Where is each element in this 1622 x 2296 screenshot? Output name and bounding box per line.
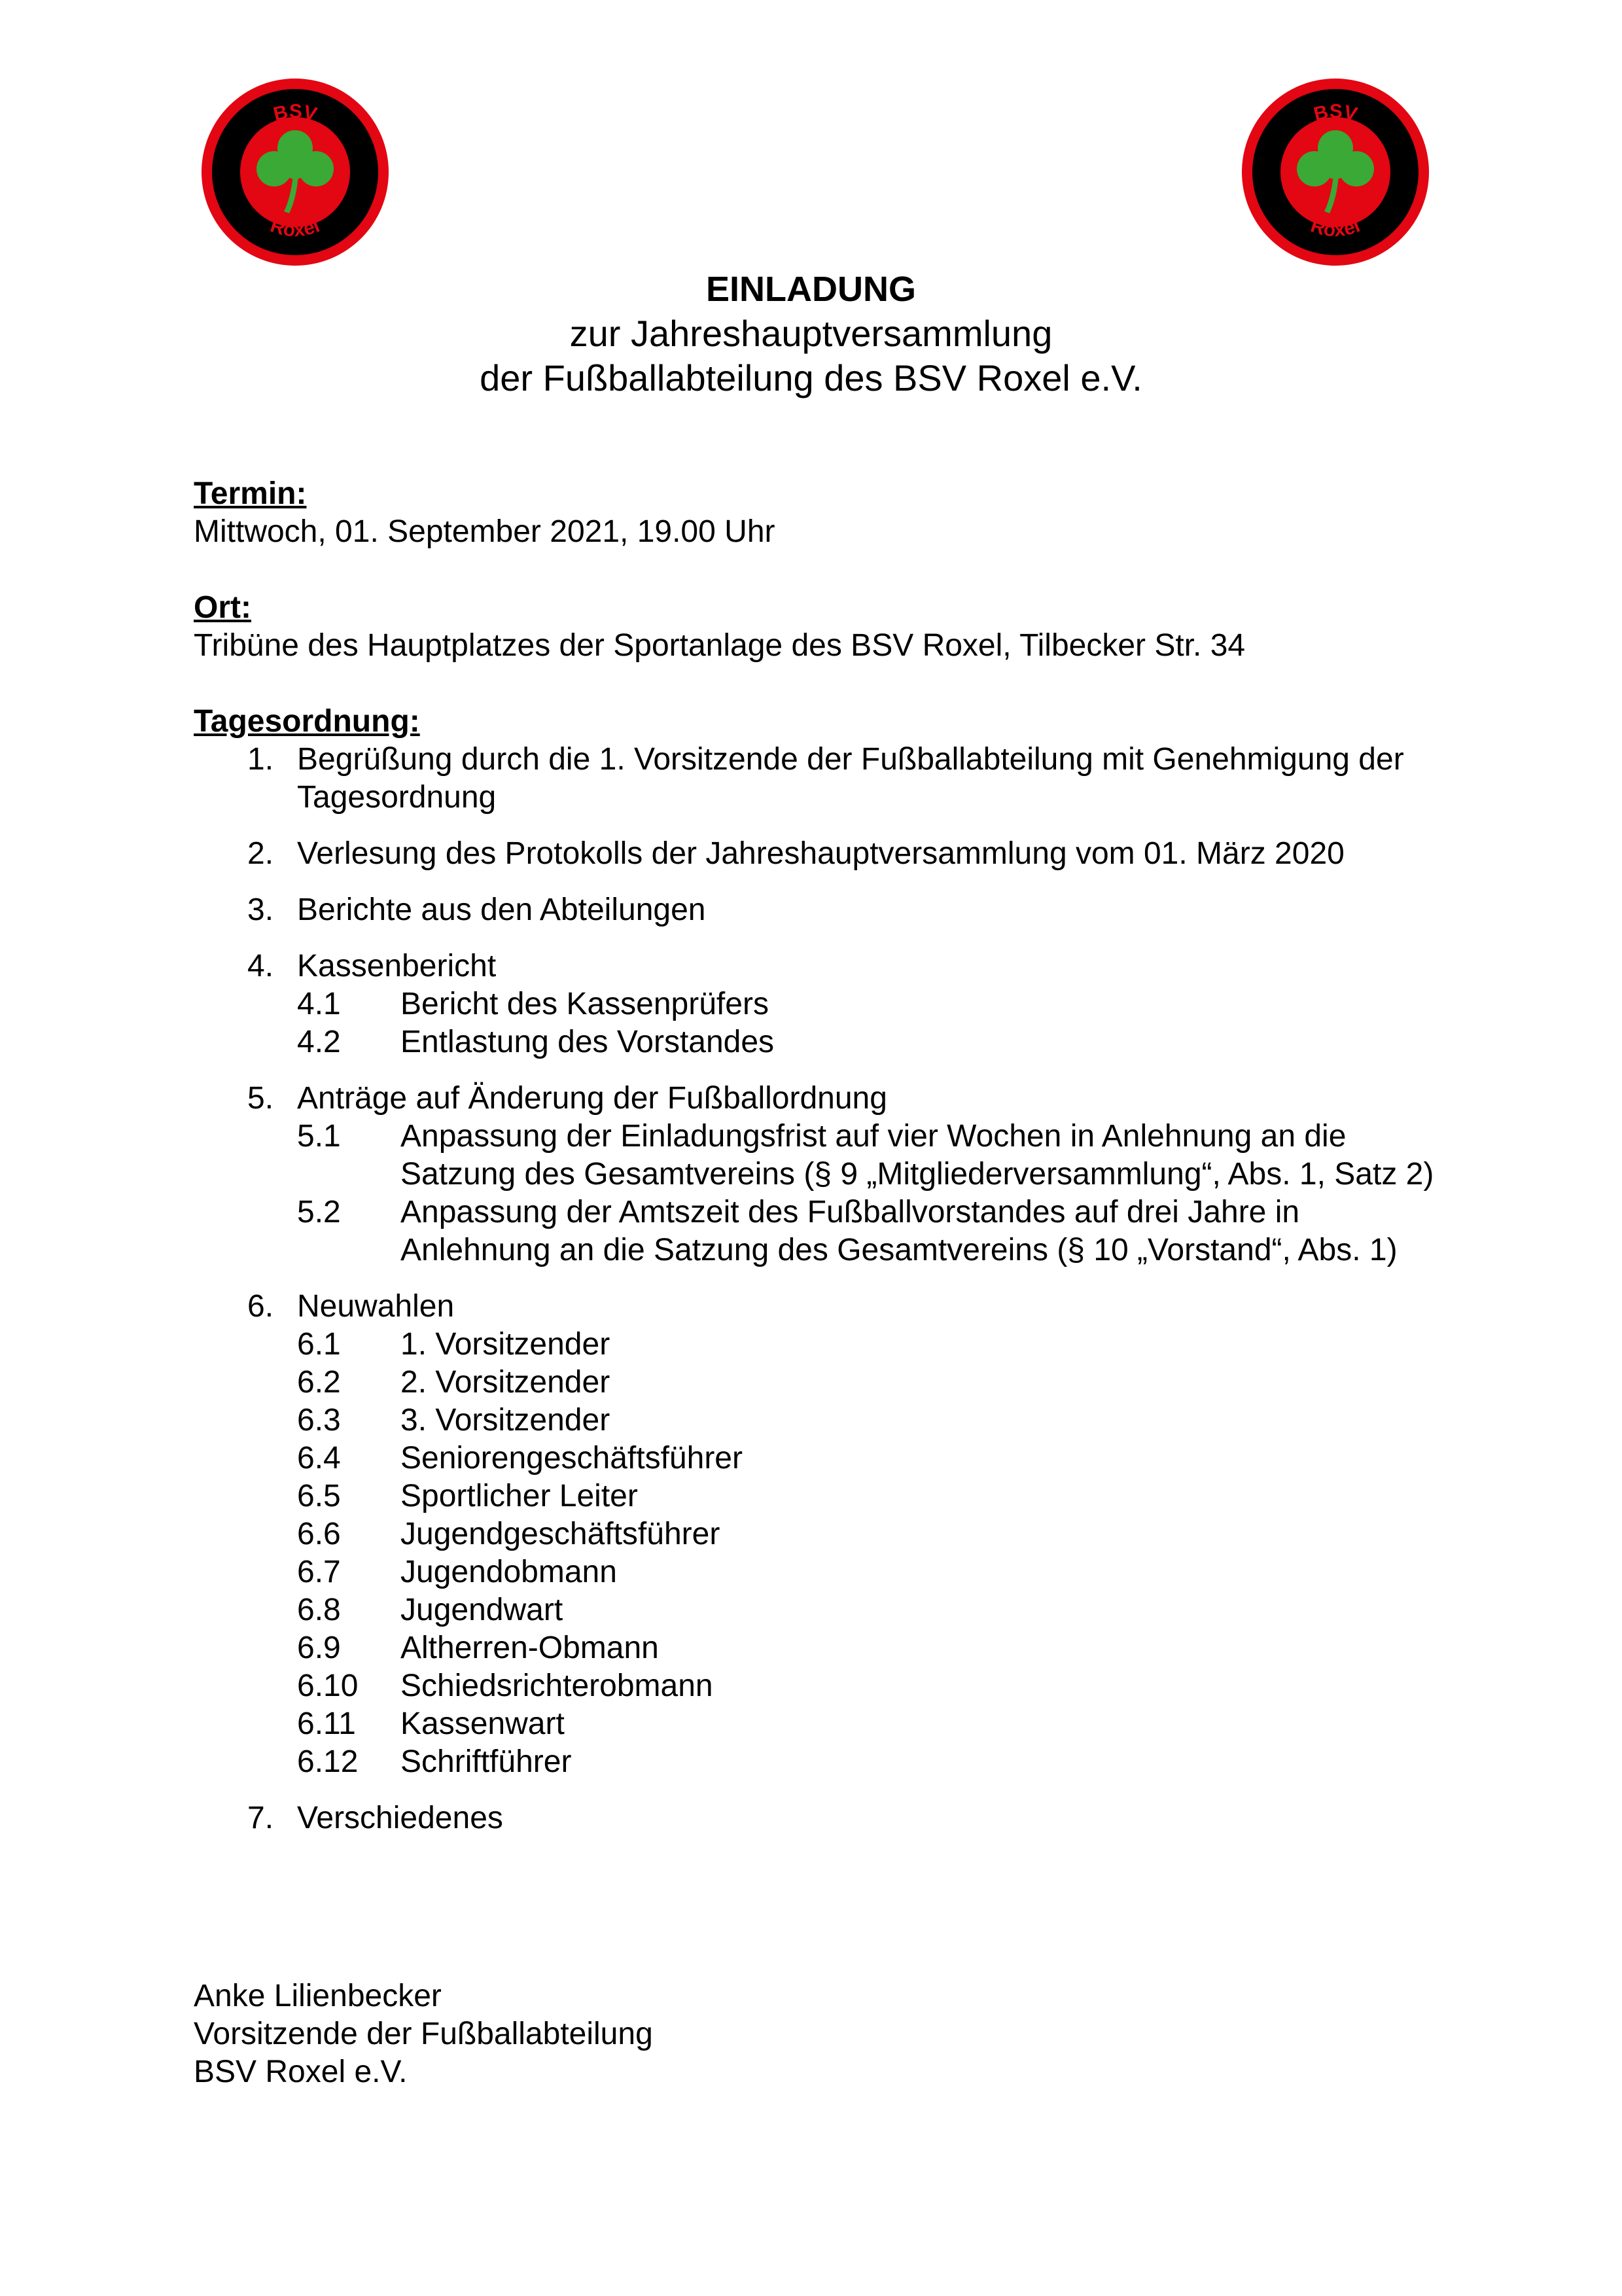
agenda-subitem-text: Sportlicher Leiter <box>400 1479 638 1513</box>
agenda-item-number: 1. <box>247 742 274 777</box>
agenda-subitem-text: 1. Vorsitzender <box>400 1327 610 1362</box>
agenda-item-text: Verlesung des Protokolls der Jahreshauptversammlung vom 01. März 2020 <box>297 836 1345 871</box>
agenda-subitem-text: Anpassung der Amtszeit des Fußballvorstandes auf drei Jahre in Anlehnung an die Satzung des Gesamtvereins (§ 10 „Vorstand“, Abs. 1) <box>400 1195 1398 1267</box>
agenda-subitem-number: 5.1 <box>297 1119 341 1154</box>
ort-heading: Ort: <box>194 590 251 625</box>
agenda-sublist <box>297 985 1437 1061</box>
agenda-subitem-text: Kassenwart <box>400 1706 565 1741</box>
agenda-item-number: 4. <box>247 949 274 983</box>
agenda-subitem-number: 6.8 <box>297 1593 341 1627</box>
agenda-subitem-text: Entlastung des Vorstandes <box>400 1025 775 1059</box>
agenda-item-text: Begrüßung durch die 1. Vorsitzende der Fußballabteilung mit Genehmigung der Tagesordnung <box>297 742 1404 815</box>
document-subtitle-line-2: der Fußballabteilung des BSV Roxel e.V. <box>480 357 1142 398</box>
svg-text:BSV <box>1312 101 1360 126</box>
logo-top-text: BSV <box>271 100 319 126</box>
signature-block <box>194 1977 653 2091</box>
agenda-subitem <box>297 1402 1437 1439</box>
agenda-subitem-number: 6.7 <box>297 1555 341 1589</box>
agenda-list <box>194 741 1437 1837</box>
agenda-subitem-number: 6.4 <box>297 1441 341 1475</box>
agenda-item <box>194 1080 1437 1269</box>
agenda-subitem <box>297 1439 1437 1477</box>
agenda-item <box>194 1799 1437 1837</box>
logo-bottom-text: Roxel <box>1308 215 1364 241</box>
agenda-item-text: Verschiedenes <box>297 1801 503 1835</box>
agenda-subitem <box>297 1326 1437 1364</box>
agenda-subitem-number: 6.2 <box>297 1365 341 1400</box>
agenda-subitem <box>297 1743 1437 1781</box>
termin-section <box>194 475 1437 551</box>
agenda-item-text: Kassenbericht <box>297 949 497 983</box>
club-logo-right <box>1241 77 1430 267</box>
agenda-item-number: 6. <box>247 1289 274 1324</box>
signature-role: Vorsitzende der Fußballabteilung <box>194 2017 653 2051</box>
agenda-section <box>194 703 1437 1837</box>
agenda-item <box>194 1288 1437 1781</box>
agenda-subitem-number: 5.2 <box>297 1195 341 1229</box>
logo-top-text: BSV <box>1311 100 1360 126</box>
agenda-subitem <box>297 1667 1437 1705</box>
agenda-item-number: 7. <box>247 1801 274 1835</box>
logo-bottom-text: Roxel <box>268 215 323 241</box>
agenda-subitem-number: 4.2 <box>297 1025 341 1059</box>
agenda-sublist <box>297 1118 1437 1269</box>
agenda-item-text: Anträge auf Änderung der Fußballordnung <box>297 1081 887 1116</box>
agenda-subitem <box>297 1629 1437 1667</box>
agenda-subitem-number: 6.5 <box>297 1479 341 1513</box>
agenda-item <box>194 835 1437 873</box>
document-subtitle-line-1: zur Jahreshauptversammlung <box>569 313 1053 354</box>
agenda-item-number: 2. <box>247 836 274 871</box>
termin-text: Mittwoch, 01. September 2021, 19.00 Uhr <box>194 514 775 549</box>
agenda-subitem <box>297 1477 1437 1515</box>
agenda-subitem-text: 3. Vorsitzender <box>400 1403 610 1438</box>
club-logo-left <box>200 77 390 267</box>
title-block <box>0 267 1622 400</box>
agenda-subitem <box>297 1118 1437 1193</box>
agenda-subitem-text: Schiedsrichterobmann <box>400 1669 713 1703</box>
document-body <box>194 475 1437 1856</box>
agenda-subitem-number: 6.11 <box>297 1706 356 1741</box>
club-badge-icon <box>1241 77 1430 267</box>
agenda-item-number: 3. <box>247 892 274 927</box>
agenda-subitem-text: Bericht des Kassenprüfers <box>400 987 769 1021</box>
agenda-subitem <box>297 1193 1437 1269</box>
agenda-subitem-text: Seniorengeschäftsführer <box>400 1441 743 1475</box>
agenda-subitem <box>297 985 1437 1023</box>
agenda-subitem <box>297 1364 1437 1402</box>
agenda-subitem-number: 6.9 <box>297 1631 341 1665</box>
agenda-subitem-text: Altherren-Obmann <box>400 1631 659 1665</box>
agenda-subitem <box>297 1023 1437 1061</box>
agenda-heading: Tagesordnung: <box>194 704 420 739</box>
agenda-item-text: Neuwahlen <box>297 1289 455 1324</box>
termin-heading: Termin: <box>194 476 307 511</box>
signature-name: Anke Lilienbecker <box>194 1979 442 2013</box>
agenda-subitem-text: Jugendgeschäftsführer <box>400 1517 720 1551</box>
agenda-subitem-text: Anpassung der Einladungsfrist auf vier Wochen in Anlehnung an die Satzung des Gesamtvereins (§ 9 „Mitgliederversammlung“, Abs. 1, Satz 2) <box>400 1119 1434 1192</box>
agenda-sublist <box>297 1326 1437 1781</box>
agenda-subitem-number: 6.10 <box>297 1669 359 1703</box>
agenda-subitem <box>297 1515 1437 1553</box>
agenda-item-text: Berichte aus den Abteilungen <box>297 892 706 927</box>
agenda-item <box>194 891 1437 929</box>
agenda-subitem-number: 6.6 <box>297 1517 341 1551</box>
agenda-subitem-text: Schriftführer <box>400 1744 572 1779</box>
agenda-subitem-number: 6.3 <box>297 1403 341 1438</box>
club-badge-icon <box>200 77 390 267</box>
agenda-subitem <box>297 1553 1437 1591</box>
agenda-subitem-text: Jugendobmann <box>400 1555 617 1589</box>
agenda-subitem-text: Jugendwart <box>400 1593 563 1627</box>
document-title: EINLADUNG <box>706 270 916 309</box>
ort-text: Tribüne des Hauptplatzes der Sportanlage des BSV Roxel, Tilbecker Str. 34 <box>194 628 1246 663</box>
ort-section <box>194 589 1437 665</box>
agenda-subitem-text: 2. Vorsitzender <box>400 1365 610 1400</box>
svg-text:BSV <box>272 101 319 126</box>
agenda-subitem-number: 6.1 <box>297 1327 341 1362</box>
agenda-subitem <box>297 1591 1437 1629</box>
agenda-subitem-number: 4.1 <box>297 987 341 1021</box>
agenda-subitem <box>297 1705 1437 1743</box>
signature-org: BSV Roxel e.V. <box>194 2055 408 2089</box>
agenda-subitem-number: 6.12 <box>297 1744 359 1779</box>
agenda-item <box>194 741 1437 817</box>
agenda-item-number: 5. <box>247 1081 274 1116</box>
agenda-item <box>194 947 1437 1061</box>
